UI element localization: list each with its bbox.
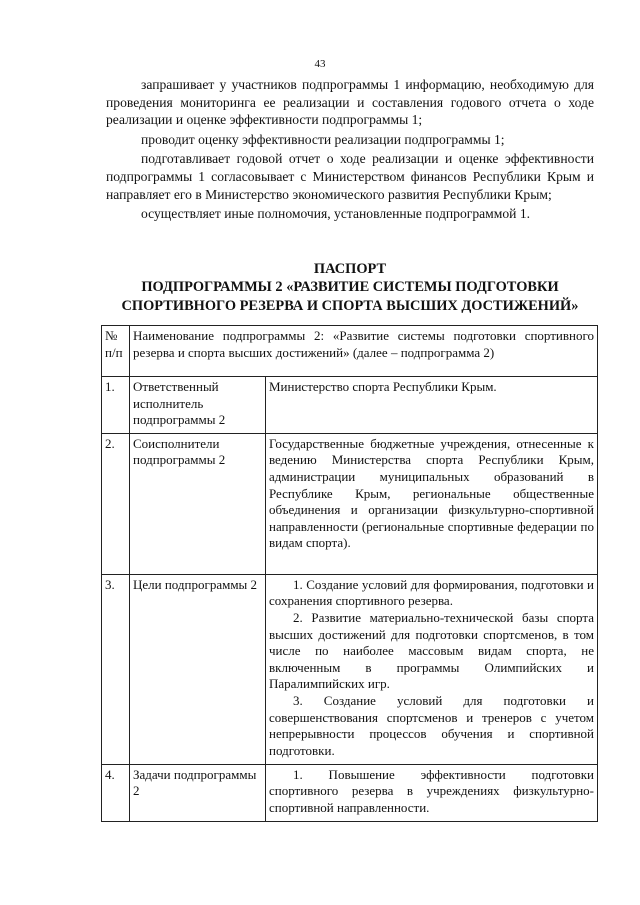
row-name: Цели подпрограммы 2 xyxy=(130,574,266,764)
table-row xyxy=(102,377,598,434)
row-name: Ответственный исполнитель подпрограммы 2 xyxy=(130,377,266,434)
row-value-paragraph: 2. Развитие материально-технической базы спорта высших достижений для подготовки спортсменов, в том числе по наиболее массовым видам спорта, не включенным в программы Олимпийских и Паралимпийских игр. xyxy=(269,609,594,692)
row-value-paragraph: 3. Создание условий для подготовки и совершенствования спортсменов и тренеров с учетом непрерывности процессов обучения и спортивной подготовки. xyxy=(269,692,594,758)
row-value xyxy=(266,433,598,574)
intro-paragraph: запрашивает у участников подпрограммы 1 информацию, необходимую для проведения мониторинга ее реализации и составления годового отчета о ходе реализации и оценке эффективности подпрограммы 1; xyxy=(106,77,594,128)
row-name: Задачи подпрограммы 2 xyxy=(130,764,266,821)
intro-text xyxy=(106,76,594,223)
header-num: № п/п xyxy=(105,328,123,360)
table-row xyxy=(102,433,598,574)
passport-table xyxy=(101,325,598,822)
row-value-paragraph: 1. Создание условий для формирования, подготовки и сохранения спортивного резерва. xyxy=(269,576,594,609)
row-num: 3. xyxy=(102,574,130,764)
row-value xyxy=(266,377,598,434)
table-header-row xyxy=(102,326,598,377)
intro-paragraph: подготавливает годовой отчет о ходе реализации и оценке эффективности подпрограммы 1 согласовывает с Министерством финансов Республики Крым и направляет его в Министерство экономического развития Республики Крым; xyxy=(106,151,594,202)
row-value-paragraph: 1. Повышение эффективности подготовки спортивного резерва в учреждениях физкультурно-спортивной направленности. xyxy=(269,766,594,815)
row-num: 4. xyxy=(102,764,130,821)
row-value xyxy=(266,764,598,821)
intro-paragraph: осуществляет иные полномочия, установленные подпрограммой 1. xyxy=(141,206,531,222)
table-row xyxy=(102,764,598,821)
passport-heading xyxy=(90,260,610,315)
row-num: 1. xyxy=(102,377,130,434)
row-name: Соисполнители подпрограммы 2 xyxy=(130,433,266,574)
heading-line: ПАСПОРТ xyxy=(313,261,387,277)
header-title: Наименование подпрограммы 2: «Развитие системы подготовки спортивного резерва и спорта высших достижений» (далее – подпрограмма 2) xyxy=(133,328,594,360)
intro-paragraph: проводит оценку эффективности реализации подпрограммы 1; xyxy=(141,131,505,147)
header-num-cell xyxy=(102,326,130,377)
row-value xyxy=(266,574,598,764)
table-row xyxy=(102,574,598,764)
heading-line: ПОДПРОГРАММЫ 2 «РАЗВИТИЕ СИСТЕМЫ ПОДГОТОВКИ xyxy=(141,279,559,296)
page-number: 43 xyxy=(314,58,326,70)
heading-line: СПОРТИВНОГО РЕЗЕРВА И СПОРТА ВЫСШИХ ДОСТИЖЕНИЙ» xyxy=(121,297,579,314)
header-title-cell xyxy=(130,326,598,377)
row-num: 2. xyxy=(102,433,130,574)
row-value-paragraph: Министерство спорта Республики Крым. xyxy=(269,379,497,394)
row-value-paragraph: Государственные бюджетные учреждения, отнесенные к ведению Министерства спорта Республики Крым, администрации муниципальных образований в Республике Крым, региональные общественные объединения и организации физкультурно-спортивной направленности (региональные спортивные федерации по видам спорта). xyxy=(269,435,594,551)
